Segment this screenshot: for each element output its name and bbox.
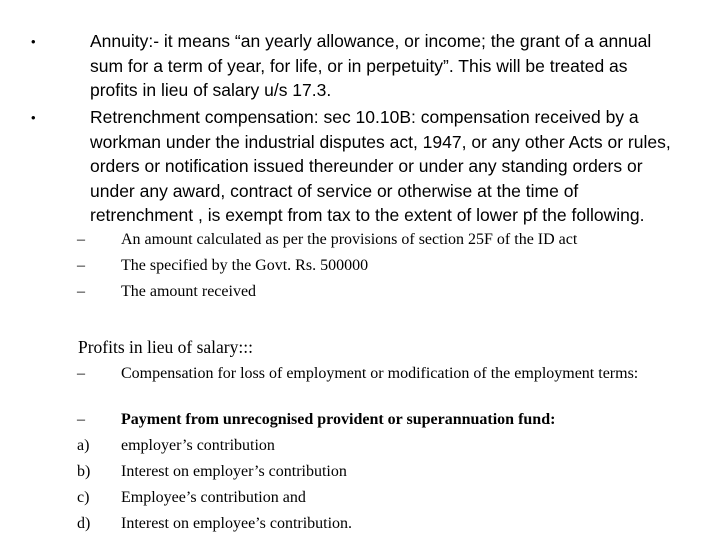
sub-item-text: An amount calculated as per the provisions of section 25F of the ID act [121,231,578,248]
profits-item-marker: c) [77,489,90,506]
profits-item-marker: a) [77,437,90,454]
profits-item-marker: – [77,411,85,428]
profits-item-text: Employee’s contribution and [121,489,306,506]
profits-item-text: Interest on employer’s contribution [121,463,347,480]
sub-item-marker: – [77,257,85,274]
bullet-marker: • [31,110,36,125]
bullet-marker: • [31,34,36,49]
sub-item-text: The amount received [121,283,257,300]
sub-item [0,253,720,279]
sub-item [0,279,720,305]
profits-item-marker: – [77,365,85,382]
profits-item-text: Compensation for loss of employment or modification of the employment terms: [121,365,639,382]
bullet-text-annuity: Annuity:- it means “an yearly allowance, or income; the grant of a annual sum for a term of year, for life, or in perpetuity”. This will be treated as profits in lieu of salary u/s 17.3. [90,31,652,100]
sub-item-marker: – [77,231,85,248]
profits-item-marker: d) [77,515,91,532]
profits-item-text: employer’s contribution [121,437,275,454]
profits-heading: Profits in lieu of salary::: [78,337,253,357]
sub-item-text: The specified by the Govt. Rs. 500000 [121,257,369,274]
profits-item-text: Interest on employee’s contribution. [121,515,353,532]
sub-item-marker: – [77,283,85,300]
profits-item-text: Payment from unrecognised provident or superannuation fund: [121,411,556,428]
profits-item-marker: b) [77,463,91,480]
sub-item [0,227,720,253]
bullet-text-retrenchment: Retrenchment compensation: sec 10.10B: compensation received by a workman under the industrial disputes act, 1947, or any other Acts or rules, orders or notification issued thereunder or under any standing orders or under any award, contract of service or otherwise at the time of retrenchment , is exempt from tax to the extent of lower pf the following. [90,107,671,225]
